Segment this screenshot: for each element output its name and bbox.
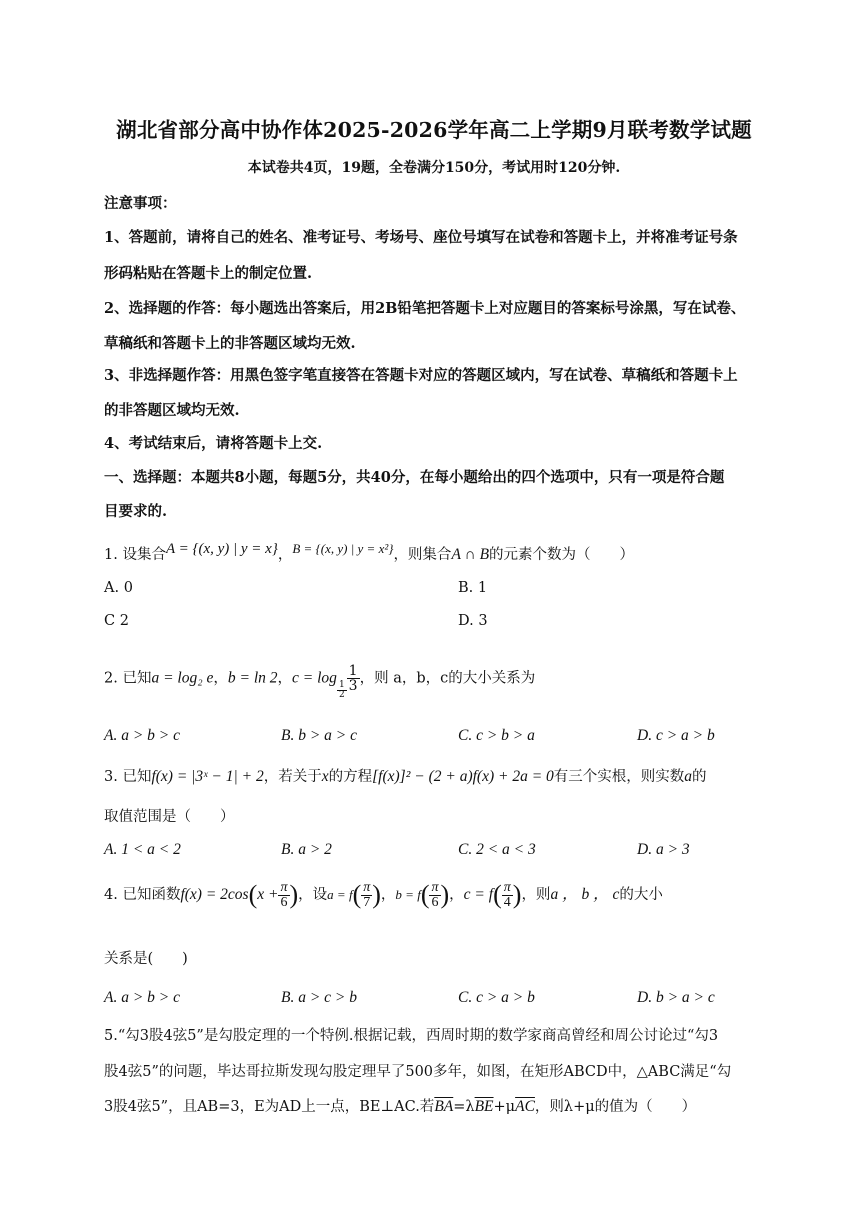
- q1-option-d: D. 3: [458, 613, 488, 629]
- notice-item-1b: 形码粘贴在答题卡上的制定位置.: [104, 265, 313, 282]
- q3-option-a: A. 1 < a < 2: [104, 841, 181, 858]
- q4-option-d: D. b > a > c: [637, 989, 715, 1006]
- q3-option-d: D. a > 3: [637, 841, 690, 858]
- notice-item-2b: 草稿纸和答题卡上的非答题区域均无效.: [104, 335, 356, 352]
- notice-item-4: 4、考试结束后，请将答题卡上交.: [104, 435, 323, 452]
- page-title: 湖北省部分高中协作体2025-2026学年高二上学期9月联考数学试题: [116, 118, 752, 142]
- section-heading-a: 一、选择题：本题共8小题，每题5分，共40分，在每小题给出的四个选项中，只有一项是符合题: [104, 469, 725, 486]
- set-b-expr: B = {(x, y) | y = x²}: [292, 541, 394, 556]
- q4-option-c: C. c > a > b: [458, 989, 535, 1006]
- set-a-expr: A = {(x, y) | y = x}: [165, 541, 278, 557]
- section-heading-b: 目要求的.: [104, 503, 168, 520]
- q3-option-b: B. a > 2: [281, 841, 332, 858]
- question-4-cont: 关系是( ): [104, 951, 188, 967]
- vector-ac: $\overline{AC}$: [515, 1098, 535, 1115]
- q2-option-c: C. c > b > a: [458, 727, 535, 744]
- vector-ba: $\overline{BA}$: [434, 1098, 454, 1115]
- q4-option-a: A. a > b > c: [104, 989, 181, 1006]
- question-5-c: 3股4弦5”，且AB=3，E为AD上一点，BE⊥AC.若$\overline{BA}=\lambda\overline{BE}+\mu\overline{AC}$，则λ+μ的值为（ ）: [104, 1098, 697, 1115]
- question-3-cont: 取值范围是（ ）: [104, 809, 235, 825]
- notice-item-3a: 3、非选择题作答：用黑色签字笔直接答在答题卡对应的答题区域内，写在试卷、草稿纸和答题卡上: [104, 367, 738, 384]
- notice-heading: 注意事项：: [104, 195, 177, 212]
- q2-option-b: B. b > a > c: [281, 727, 358, 744]
- q4-option-b: B. a > c > b: [281, 989, 358, 1006]
- q3-option-c: C. 2 < a < 3: [458, 841, 536, 858]
- vector-be: $\overline{BE}$: [474, 1098, 494, 1115]
- q2-option-d: D. c > a > b: [637, 727, 715, 744]
- notice-item-1a: 1、答题前，请将自己的姓名、准考证号、考场号、座位号填写在试卷和答题卡上，并将准考证号条: [104, 229, 738, 246]
- question-2: 2. 已知a = log₂ e，b = ln 2，c = log $\frac{1}{2}$ $\frac{1}{3}$ ，则 a，b，c的大小关系为: [104, 663, 536, 700]
- question-1: 1. 设集合A = {(x, y) | y = x}，B = {(x, y) | y = x²}，则集合A ∩ B的元素个数为（ ）: [104, 541, 635, 563]
- question-3: 3. 已知f(x) = |3ˣ − 1| + 2，若关于x的方程[f(x)]² − (2 + a)f(x) + 2a = 0有三个实根，则实数a的: [104, 768, 707, 785]
- q2-option-a: A. a > b > c: [104, 727, 181, 744]
- notice-item-2a: 2、选择题的作答：每小题选出答案后，用2B铅笔把答题卡上对应题目的答案标号涂黑，写在试卷、: [104, 300, 746, 317]
- question-5-b: 股4弦5”的问题，毕达哥拉斯发现勾股定理早了500多年，如图，在矩形ABCD中，△ABC满足“勾: [104, 1064, 732, 1080]
- q1-option-a: A. 0: [104, 580, 133, 596]
- exam-info: 本试卷共4页，19题，全卷满分150分，考试用时120分钟.: [247, 160, 621, 176]
- question-4: 4. 已知函数f(x) = 2cos(x + $\frac{\pi}{6}$ )，设a = f( $\frac{\pi}{7}$ )，b = f( $\frac{\pi}{6}$ )，c = f( $\frac{\pi}{4}$ )，则a ， b ， c的大小: [104, 879, 663, 910]
- q1-option-b: B. 1: [458, 580, 488, 596]
- notice-item-3b: 的非答题区域均无效.: [104, 402, 240, 419]
- question-5-a: 5.“勾3股4弦5”是勾股定理的一个特例.根据记载，西周时期的数学家商高曾经和周公讨论过“勾3: [104, 1028, 719, 1044]
- q1-option-c: C 2: [104, 613, 129, 629]
